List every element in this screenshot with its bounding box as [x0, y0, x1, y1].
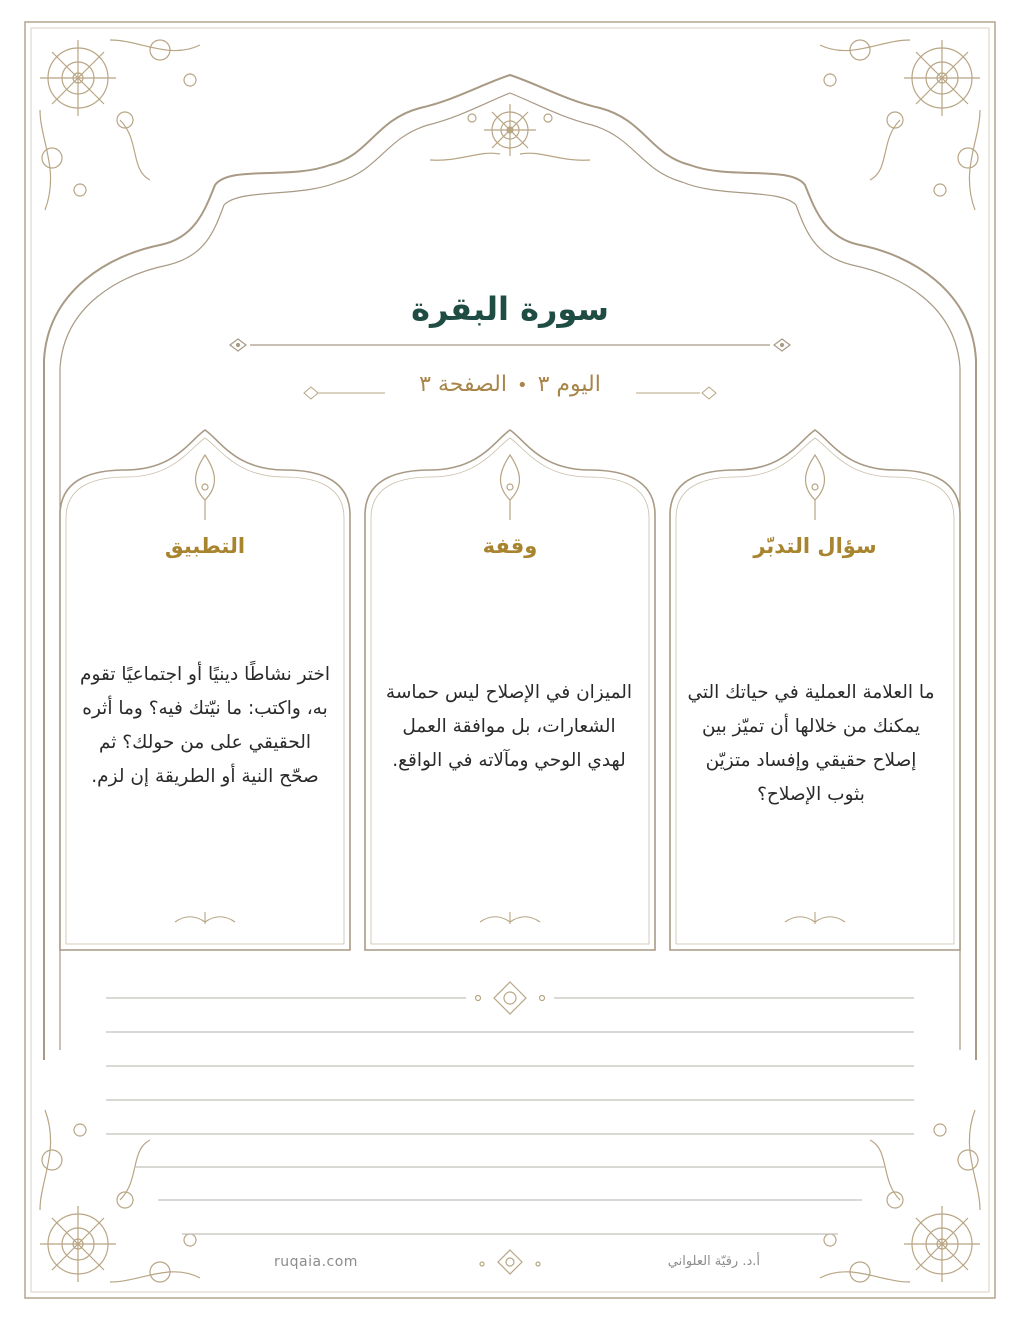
corner-ornament-top-left — [40, 40, 200, 210]
card-body-reflection: ما العلامة العملية في حياتك التي يمكنك من خلالها أن تميّز بين إصلاح حقيقي وإفساد متزيّن بثوب الإصلاح؟ — [687, 682, 935, 805]
corner-ornament-bottom-right — [820, 1110, 980, 1282]
card-body-pause: الميزان في الإصلاح ليس حماسة الشعارات، بل موافقة العمل لهدي الوحي ومآلاته في الواقع. — [385, 682, 633, 771]
lines-divider-ornament — [476, 982, 545, 1014]
top-rosette-ornament — [430, 104, 590, 160]
card-title-apply: التطبيق — [164, 534, 246, 558]
card-body-apply: اختر نشاطًا دينيًا أو اجتماعيًا تقوم به، واكتب: ما نيّتك فيه؟ وما أثره الحقيقي على من حولك؟ ثم صحّح النية أو الطريقة إن لزم. — [80, 664, 330, 787]
page-label: الصفحة ٣ — [419, 372, 507, 397]
footer-website-link[interactable]: ruqaia.com — [274, 1254, 358, 1270]
card-title-reflection: سؤال التدبّر — [753, 534, 877, 558]
corner-ornament-bottom-left — [40, 1110, 200, 1282]
footer-ornament — [480, 1250, 540, 1274]
writing-lines — [106, 998, 914, 1234]
title-divider — [230, 339, 790, 351]
separator-dot: • — [516, 375, 528, 396]
day-page-subtitle — [0, 372, 1020, 397]
card-title-pause: وقفة — [482, 534, 538, 558]
corner-ornament-top-right — [820, 40, 980, 210]
day-label: اليوم ٣ — [537, 372, 601, 397]
footer-author: أ.د. رقيّة العلواني — [667, 1254, 760, 1269]
surah-title: سورة البقرة — [411, 290, 609, 328]
